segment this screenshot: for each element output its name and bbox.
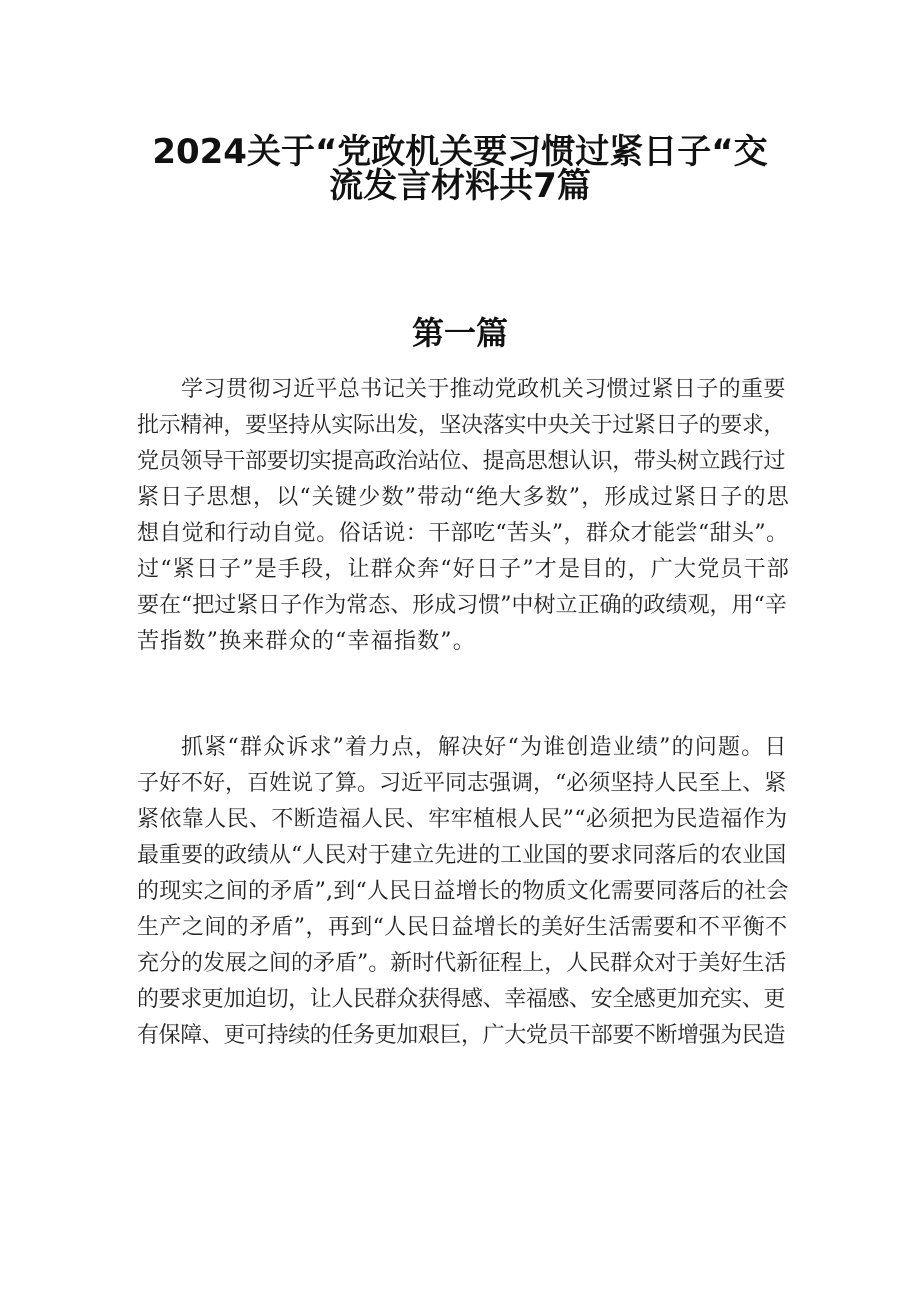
paragraph-1-line: 要在“把过紧日子作为常态、形成习惯”中树立正确的政绩观，用“辛	[137, 593, 787, 618]
paragraph-2-line: 充分的发展之间的矛盾”。新时代新征程上，人民群众对于美好生活	[137, 951, 787, 976]
paragraph-1-line: 过“紧日子”是手段，让群众奔“好日子”才是目的，广大党员干部	[137, 557, 790, 582]
paragraph-2-line: 紧依靠人民、不断造福人民、牢牢植根人民”“必须把为民造福作为	[137, 807, 788, 832]
paragraph-1-line: 党员领导干部要切实提高政治站位、提高思想认识，带头树立践行过	[137, 449, 786, 474]
paragraph-2-line: 抓紧“群众诉求”着力点，解决好“为谁创造业绩”的问题。日	[181, 735, 788, 760]
paragraph-1-line: 想自觉和行动自觉。俗话说：干部吃“苦头”，群众才能尝“甜头”。	[137, 521, 789, 546]
paragraph-1-line: 学习贯彻习近平总书记关于推动党政机关习惯过紧日子的重要	[181, 377, 786, 402]
document-title-line-1: 2024关于“党政机关要习惯过紧日子“交	[152, 132, 768, 172]
paragraph-2-line: 有保障、更可持续的任务更加艰巨，广大党员干部要不断增强为民造	[137, 1023, 786, 1048]
section-heading: 第一篇	[411, 314, 508, 352]
paragraph-1-line: 紧日子思想，以“关键少数”带动“绝大多数”，形成过紧日子的思	[137, 485, 790, 510]
paragraph-2-line: 生产之间的矛盾”，再到“人民日益增长的美好生活需要和不平衡不	[137, 915, 788, 940]
paragraph-1-line: 批示精神，要坚持从实际出发，坚决落实中央关于过紧日子的要求，	[137, 413, 786, 438]
document-title-line-2: 流发言材料共7篇	[329, 166, 591, 206]
paragraph-2-line: 子好不好，百姓说了算。习近平同志强调，“必须坚持人民至上、紧	[137, 771, 787, 796]
paragraph-2-line: 的要求更加迫切，让人民群众获得感、幸福感、安全感更加充实、更	[137, 987, 786, 1012]
paragraph-2-line: 最重要的政绩从“人民对于建立先进的工业国的要求同落后的农业国	[137, 843, 787, 868]
paragraph-1-line: 苦指数”换来群众的“幸福指数”。	[137, 629, 476, 654]
paragraph-2-line: 的现实之间的矛盾”,到“人民日益增长的物质文化需要同落后的社会	[137, 879, 789, 904]
